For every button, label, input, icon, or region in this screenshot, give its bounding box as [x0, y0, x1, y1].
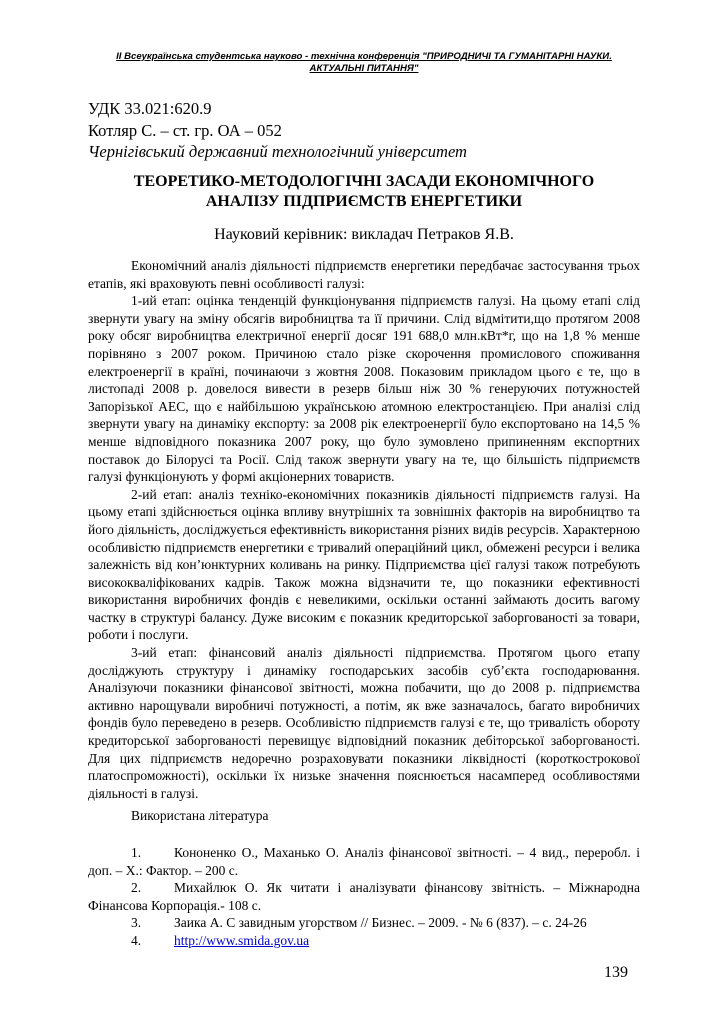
paragraph-stage-2: 2-ий етап: аналіз техніко-економічних показників діяльності підприємств галузі. На цьому етапі здійснюється оцінка впливу внутрішніх та зовнішніх факторів на виробництво та його діяльність, досліджується ефективність використання різних видів ресурсів. Характерною особливістю підприємств енергетики є тривалий операційний цикл, обмежені ресурси і велика залежність від кон’юнктурних коливань на ринку. Підприємства цієї галузі також потребують висококваліфікованих кадрів. Також можна відзначити те, що показники ефективності використання виробничих фондів є невеликими, оскільки останні займають досить вагому частку в структурі балансу. Дуже високим є показник кредиторської заборгованості за товари, роботи і послуги. [88, 486, 640, 643]
article-meta [88, 98, 467, 163]
paragraph-stage-1: 1-ий етап: оцінка тенденцій функціонування підприємств галузі. На цьому етапі слід звернути увагу на зміну обсягів виробництва та її причини. Слід відмітити,що протягом 2008 року обсяг виробництва електричної енергії досяг 191 688,0 млн.кВт*г, що на 1,8 % менше порівняно з 2007 роком. Причиною стало різке скорочення промислового споживання електроенергії в країні, починаючи з жовтня 2008. Показовим прикладом цього є те, що в листопаді 2008 р. довелося вивести в резерв більш ніж 30 % генеруючих потужностей Запорізької АЕС, що є найбільшою українською атомною електростанцією. При аналізі слід звернути увагу на динаміку експорту: за 2008 рік електроенергії було експортовано на 14,5 % менше відповідного показника 2007 року, що було зумовлено припиненням експортних поставок до Білорусі та Росії. Слід також звернути увагу на те, що більшість підприємств галузі функціонують у формі акціонерних товариств. [88, 293, 640, 485]
paragraph-stage-3: 3-ий етап: фінансовий аналіз діяльності підприємства. Протягом цього етапу досліджують структуру і динаміку господарських засобів суб’єкта господарювання. Аналізуючи показники фінансової звітності, можна побачити, що до 2008 р. підприємства активно нарощували виробничі потужності, а потім, як вже зазначалось, багато виробничих фондів було переведено в резерв. Особливістю підприємств галузі є те, що тривалість обороту кредиторської заборгованості перевищує відповідний показник дебіторської заборгованості. Для цих підприємств недоречно розраховувати показники ліквідності (короткострокової платоспроможності), оскільки їх низьке значення пояснюється насамперед особливостями діяльності в галузі. [88, 645, 640, 801]
conference-header [88, 51, 640, 75]
references-list [88, 844, 640, 950]
scientific-supervisor: Науковий керівник: викладач Петраков Я.В. [214, 226, 514, 243]
reference-number: 3. [131, 915, 142, 931]
reference-text: Заика А. С завидным угорством // Бизнес. – 2009. - № 6 (837). – с. 24-26 [174, 915, 587, 931]
author-line: Котляр С. – ст. гр. ОА – 052 [88, 120, 282, 140]
reference-item [88, 932, 640, 950]
reference-number: 2. [131, 880, 142, 896]
reference-text: Кононенко О., Маханько О. Аналіз фінансової звітності. – 4 вид., переробл. і доп. – Х.: Фактор. – 200 с. [88, 845, 640, 878]
reference-item [88, 844, 640, 879]
paragraph-intro: Економічний аналіз діяльності підприємств енергетики передбачає застосування трьох етапів, які враховують певні особливості галузі: [88, 258, 640, 291]
conference-header-line2: АКТУАЛЬНІ ПИТАННЯ" [309, 63, 419, 74]
reference-text: Михайлюк О. Як читати і аналізувати фінансову звітність. – Міжнародна Фінансова Корпорація.- 108 с. [88, 880, 640, 913]
reference-number: 4. [131, 932, 142, 948]
references-heading: Використана література [131, 808, 269, 823]
article-title-line2: АНАЛІЗУ ПІДПРИЄМСТВ ЕНЕРГЕТИКИ [205, 193, 523, 210]
reference-item [88, 879, 640, 914]
institution: Чернігівський державний технологічний університет [88, 142, 467, 161]
article-title-line1: ТЕОРЕТИКО-МЕТОДОЛОГІЧНІ ЗАСАДИ ЕКОНОМІЧНОГО [133, 173, 595, 190]
article-body [88, 257, 640, 802]
conference-header-line1: II Всеукраїнська студентська науково - технічна конференція "ПРИРОДНИЧІ ТА ГУМАНІТАРНІ НАУКИ. [116, 51, 612, 62]
reference-number: 1. [131, 845, 142, 860]
reference-item [88, 914, 640, 932]
reference-link[interactable]: http://www.smida.gov.ua [174, 932, 310, 948]
udc-code: УДК 33.021:620.9 [88, 99, 212, 118]
article-title [88, 172, 640, 212]
page-number: 139 [604, 964, 628, 981]
